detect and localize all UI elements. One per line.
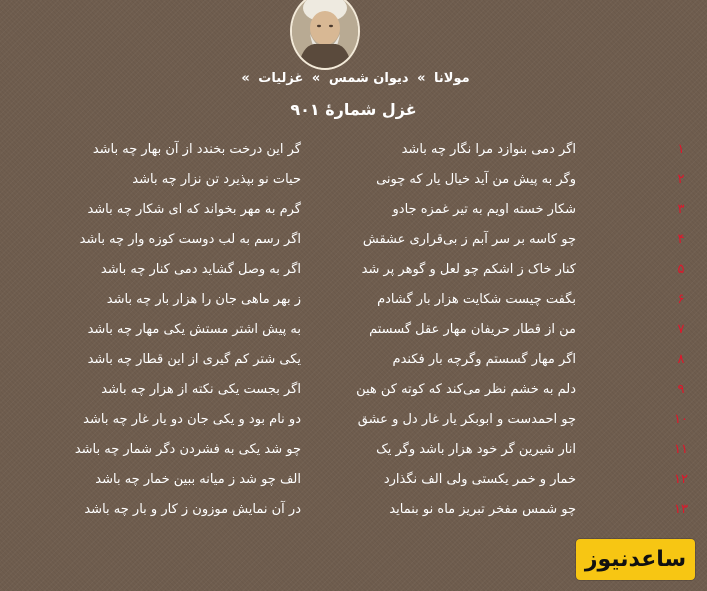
verse-row: [0, 314, 707, 344]
verse-first-hemistich: وگر به پیش من آید خیال یار که چونی: [376, 172, 576, 187]
verse-row: [0, 344, 707, 374]
breadcrumb: [0, 71, 707, 86]
verse-first-hemistich: انار شیرین گر خود هزار باشد وگر یک: [376, 442, 576, 457]
verse-list: [0, 134, 707, 524]
verse-number: ۵: [677, 262, 685, 277]
verse-first-hemistich: اگر مهار گسستم وگرچه بار فکندم: [392, 352, 576, 367]
verse-second-hemistich: اگر به وصل گشاید دمی کنار چه باشد: [100, 262, 301, 277]
poet-portrait: [290, 0, 360, 70]
verse-second-hemistich: به پیش اشتر مستش یکی مهار چه باشد: [87, 322, 301, 337]
verse-second-hemistich: ز بهر ماهی جان را هزار بار چه باشد: [106, 292, 301, 307]
verse-first-hemistich: من از قطار حریفان مهار عقل گسستم: [369, 322, 576, 337]
site-logo[interactable]: ساعدنیوز: [576, 539, 695, 580]
poet-portrait-image: [292, 0, 358, 68]
verse-first-hemistich: چو احمدست و ابوبکر یار غار دل و عشق: [357, 412, 576, 427]
verse-row: [0, 134, 707, 164]
verse-second-hemistich: حیات نو بپذیرد تن نزار چه باشد: [132, 172, 301, 187]
verse-row: [0, 464, 707, 494]
verse-number: ۳: [677, 202, 685, 217]
verse-number: ۹: [677, 382, 685, 397]
verse-number: ۷: [677, 322, 685, 337]
breadcrumb-item-poet[interactable]: مولانا: [434, 71, 470, 86]
verse-row: [0, 194, 707, 224]
verse-number: ۶: [677, 292, 685, 307]
verse-number: ۲: [677, 172, 685, 187]
verse-number: ۱۲: [674, 472, 688, 487]
breadcrumb-separator: »: [241, 71, 250, 86]
verse-number: ۱۱: [674, 442, 688, 457]
breadcrumb-item-ghazals[interactable]: غزلیات: [258, 71, 304, 86]
verse-number: ۱۰: [674, 412, 688, 427]
verse-second-hemistich: چو شد یکی به فشردن دگر شمار چه باشد: [74, 442, 301, 457]
verse-row: [0, 224, 707, 254]
verse-first-hemistich: اگر دمی بنوازد مرا نگار چه باشد: [401, 142, 576, 157]
verse-number: ۱: [677, 142, 685, 157]
verse-row: [0, 494, 707, 524]
verse-number: ۴: [677, 232, 685, 247]
verse-first-hemistich: شکار خسته اویم به تیر غمزه جادو: [392, 202, 576, 217]
verse-row: [0, 254, 707, 284]
verse-second-hemistich: در آن نمایش موزون ز کار و بار چه باشد: [84, 502, 301, 517]
verse-first-hemistich: بگفت چیست شکایت هزار بار گشادم: [377, 292, 576, 307]
verse-row: [0, 374, 707, 404]
verse-row: [0, 434, 707, 464]
verse-second-hemistich: اگر رسم به لب دوست کوزه وار چه باشد: [79, 232, 301, 247]
breadcrumb-separator: »: [311, 71, 321, 86]
verse-second-hemistich: گرم به مهر بخواند که ای شکار چه باشد: [87, 202, 301, 217]
verse-first-hemistich: دلم به خشم نظر می‌کند که کوته کن هین: [356, 382, 576, 397]
breadcrumb-separator: »: [417, 71, 426, 86]
verse-first-hemistich: کنار خاک ز اشکم چو لعل و گوهر پر شد: [361, 262, 576, 277]
verse-first-hemistich: چو شمس مفخر تبریز ماه نو بنماید: [389, 502, 576, 517]
verse-second-hemistich: اگر بجست یکی نکته از هزار چه باشد: [101, 382, 301, 397]
verse-second-hemistich: یکی شتر کم گیری از این قطار چه باشد: [87, 352, 301, 367]
verse-number: ۱۳: [674, 502, 688, 517]
verse-row: [0, 164, 707, 194]
breadcrumb-item-divan[interactable]: دیوان شمس: [328, 71, 409, 86]
verse-number: ۸: [677, 352, 685, 367]
verse-second-hemistich: الف چو شد ز میانه ببین خمار چه باشد: [95, 472, 301, 487]
verse-row: [0, 404, 707, 434]
verse-second-hemistich: گر این درخت بخندد از آن بهار چه باشد: [92, 142, 301, 157]
page-title: غزل شمارهٔ ۹۰۱: [290, 100, 417, 119]
verse-second-hemistich: دو نام بود و یکی جان دو یار غار چه باشد: [83, 412, 301, 427]
verse-first-hemistich: چو کاسه بر سر آبم ز بی‌قراری عشقش: [362, 232, 576, 247]
verse-row: [0, 284, 707, 314]
verse-first-hemistich: خمار و خمر یکستی ولی الف نگذارد: [383, 472, 576, 487]
